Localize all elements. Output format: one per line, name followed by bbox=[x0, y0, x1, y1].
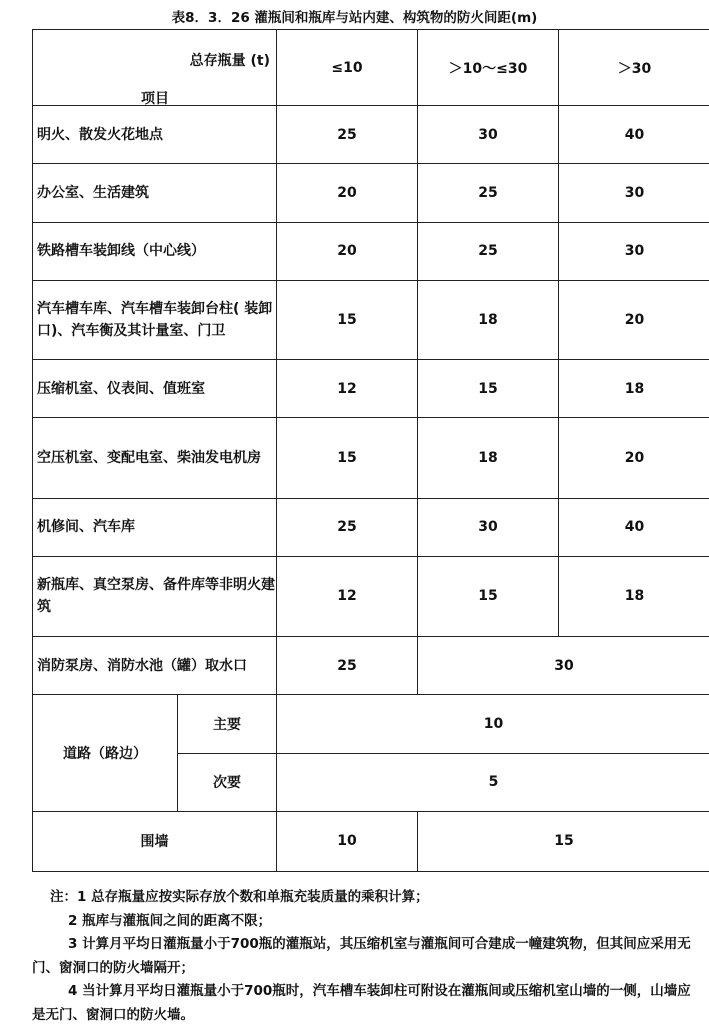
row-value: 15 bbox=[418, 556, 559, 636]
row-item: 消防泵房、消防水池（罐）取水口 bbox=[33, 637, 277, 695]
row-value: 20 bbox=[277, 164, 418, 222]
row-value: 15 bbox=[277, 418, 418, 498]
table-row bbox=[33, 222, 709, 280]
road-label: 道路（路边） bbox=[33, 695, 178, 811]
fire-distance-table bbox=[32, 29, 709, 872]
row-value: 25 bbox=[277, 498, 418, 556]
table-row bbox=[33, 556, 709, 636]
row-item: 明火、散发火花地点 bbox=[33, 106, 277, 164]
row-value: 10 bbox=[277, 811, 418, 871]
header-corner-cell bbox=[33, 30, 277, 106]
table-row bbox=[33, 280, 709, 359]
row-value: 20 bbox=[559, 280, 709, 359]
note-item: 2 瓶库与灌瓶间之间的距离不限； bbox=[32, 910, 700, 934]
row-value: 18 bbox=[559, 360, 709, 418]
row-value: 25 bbox=[418, 222, 559, 280]
row-item: 压缩机室、仪表间、值班室 bbox=[33, 360, 277, 418]
row-item: 铁路槽车装卸线（中心线） bbox=[33, 222, 277, 280]
table-title: 表8．3．26 灌瓶间和瓶库与站内建、构筑物的防火间距(m) bbox=[0, 6, 709, 26]
table-row bbox=[33, 164, 709, 222]
row-value: 30 bbox=[559, 222, 709, 280]
row-value: 18 bbox=[418, 280, 559, 359]
row-value: 25 bbox=[418, 164, 559, 222]
row-value: 40 bbox=[559, 106, 709, 164]
header-row bbox=[33, 30, 709, 106]
row-value: 15 bbox=[418, 360, 559, 418]
row-value: 30 bbox=[418, 498, 559, 556]
row-value: 15 bbox=[277, 280, 418, 359]
table-row bbox=[33, 360, 709, 418]
row-item: 新瓶库、真空泵房、备件库等非明火建筑 bbox=[33, 556, 277, 636]
table-row bbox=[33, 498, 709, 556]
column-header: ≤10 bbox=[277, 30, 418, 106]
road-secondary-label: 次要 bbox=[178, 753, 277, 811]
table-row bbox=[33, 811, 709, 871]
note-item: 注：1 总存瓶量应按实际存放个数和单瓶充装质量的乘积计算； bbox=[32, 886, 700, 910]
table-row bbox=[33, 418, 709, 498]
row-item: 办公室、生活建筑 bbox=[33, 164, 277, 222]
row-value: 12 bbox=[277, 556, 418, 636]
column-header: ＞10～≤30 bbox=[418, 30, 559, 106]
road-main-label: 主要 bbox=[178, 695, 277, 753]
row-value: 12 bbox=[277, 360, 418, 418]
row-value: 30 bbox=[418, 637, 709, 695]
row-value: 20 bbox=[277, 222, 418, 280]
row-value: 18 bbox=[559, 556, 709, 636]
note-item: 3 计算月平均日灌瓶量小于700瓶的灌瓶站，其压缩机室与灌瓶间可合建成一幢建筑物，但其间应采用无门、窗洞口的防火墙隔开； bbox=[32, 933, 700, 980]
table-row bbox=[33, 106, 709, 164]
row-item: 空压机室、变配电室、柴油发电机房 bbox=[33, 418, 277, 498]
row-value: 20 bbox=[559, 418, 709, 498]
row-value: 18 bbox=[418, 418, 559, 498]
notes bbox=[32, 886, 700, 1027]
road-main-value: 10 bbox=[277, 695, 709, 753]
row-item: 机修间、汽车库 bbox=[33, 498, 277, 556]
column-header: ＞30 bbox=[559, 30, 709, 106]
table-row bbox=[33, 637, 709, 695]
row-value: 25 bbox=[277, 106, 418, 164]
table-row bbox=[33, 695, 709, 753]
row-value: 25 bbox=[277, 637, 418, 695]
wall-label: 围墙 bbox=[33, 811, 277, 871]
row-value: 40 bbox=[559, 498, 709, 556]
item-label: 项目 bbox=[141, 88, 169, 108]
row-item: 汽车槽车库、汽车槽车装卸台柱( 装卸口)、汽车衡及其计量室、门卫 bbox=[33, 280, 277, 359]
row-value: 30 bbox=[418, 106, 559, 164]
road-secondary-value: 5 bbox=[277, 753, 709, 811]
capacity-label: 总存瓶量 (t) bbox=[190, 50, 270, 70]
note-item: 4 当计算月平均日灌瓶量小于700瓶时，汽车槽车装卸柱可附设在灌瓶间或压缩机室山墙的一侧，山墙应是无门、窗洞口的防火墙。 bbox=[32, 980, 700, 1027]
row-value: 30 bbox=[559, 164, 709, 222]
row-value: 15 bbox=[418, 811, 709, 871]
